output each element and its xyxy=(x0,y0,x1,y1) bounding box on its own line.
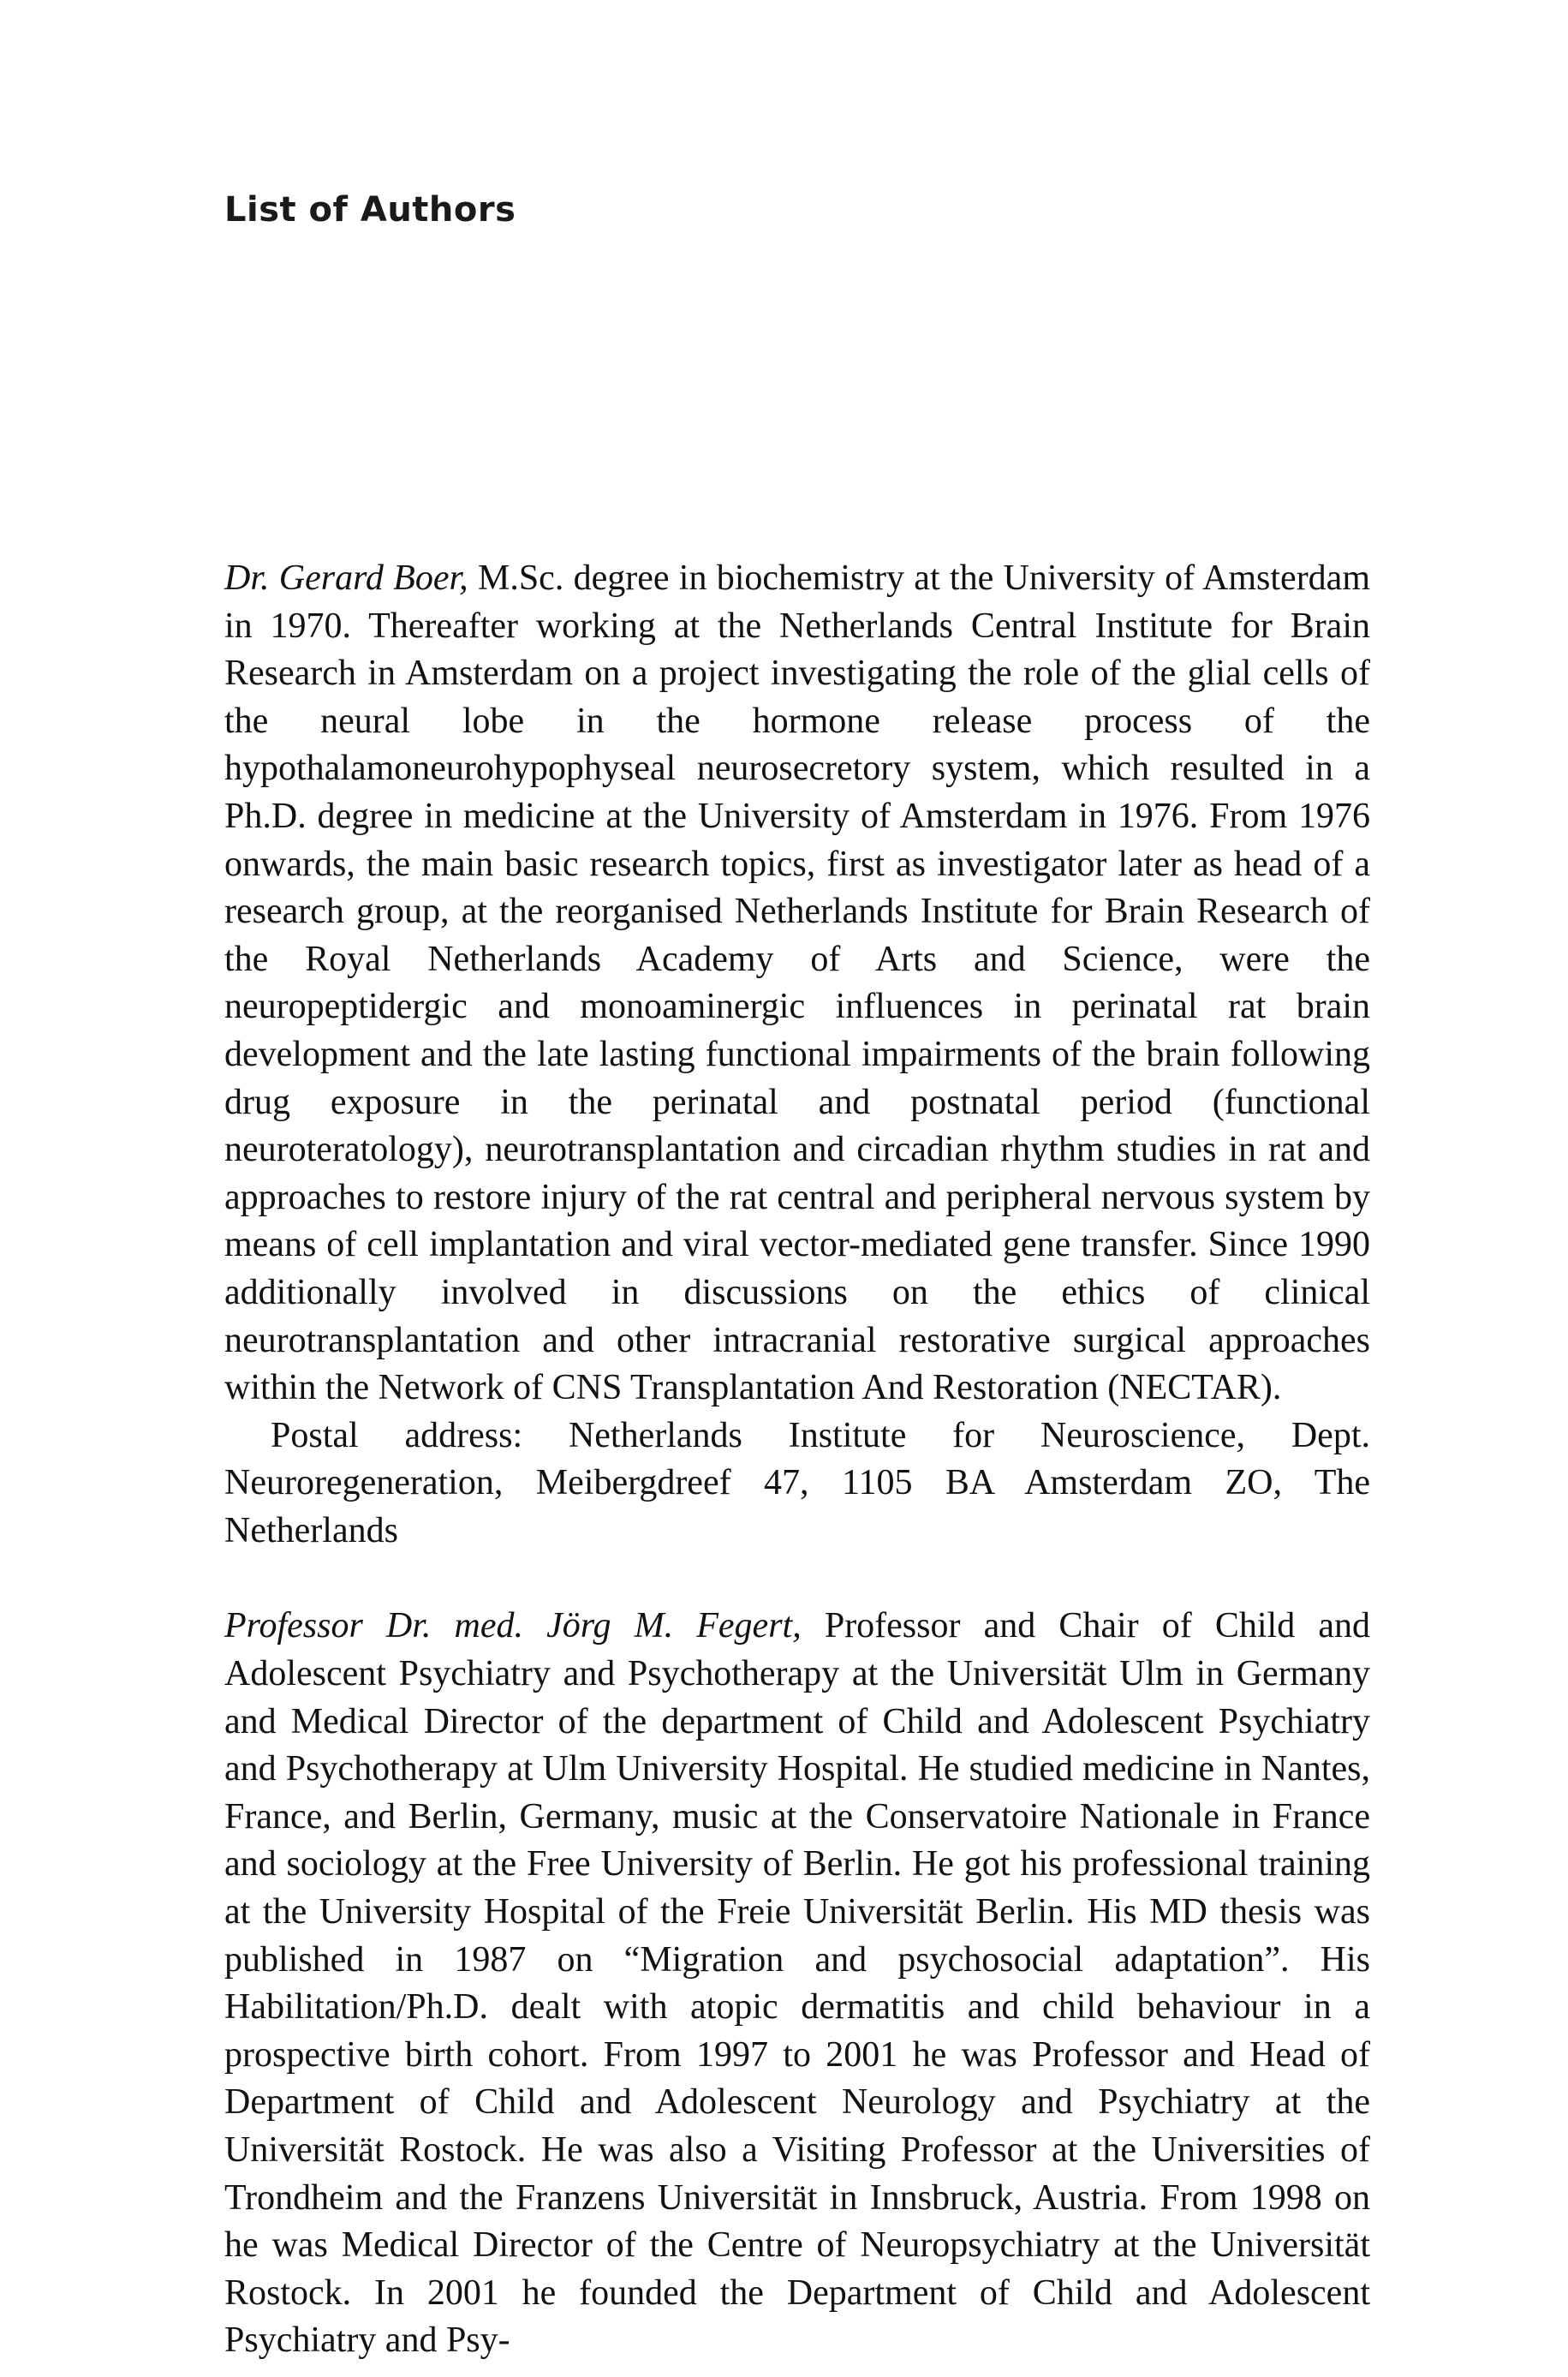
author-bio: Professor and Chair of Child and Adolescent Psychiatry and Psychotherapy at the Universität Ulm in Germany and Medical Director of the department of Child and Adolescent Psychiatry and Psychotherapy at Ulm University Hospital. He studied medicine in Nantes, France, and Berlin, Germany, music at the Conservatoire Nationale in France and sociology at the Free University of Berlin. He got his professional training at the University Hospital of the Freie Universität Berlin. His MD thesis was published in 1987 on “Migration and psychosocial adaptation”. His Habilitation/Ph.D. dealt with atopic dermatitis and child behaviour in a prospective birth cohort. From 1997 to 2001 he was Professor and Head of Department of Child and Adolescent Neurology and Psychiatry at the Universität Rostock. He was also a Visiting Professor at the Universities of Trondheim and the Franzens Universität in Innsbruck, Austria. From 1998 on he was Medical Director of the Centre of Neuropsychiatry at the Universität Rostock. In 2001 he founded the Department of Child and Adolescent Psychiatry and Psy- xyxy=(224,1606,1370,2361)
author-entry-boer xyxy=(224,555,1370,1555)
postal-address: Postal address: Netherlands Institute for Neuroscience, Dept. Neuroregeneration, Meibergdreef 47, 1105 BA Amsterdam ZO, The Netherlands xyxy=(224,1415,1370,1550)
author-list xyxy=(224,555,1370,2365)
author-entry-fegert xyxy=(224,1603,1370,2365)
author-name: Professor Dr. med. Jörg M. Fegert, xyxy=(224,1606,802,1646)
author-name: Dr. Gerard Boer, xyxy=(224,558,468,598)
author-bio-paragraph xyxy=(224,1603,1370,2365)
author-bio: M.Sc. degree in biochemistry at the University of Amsterdam in 1970. Thereafter working at the Netherlands Central Institute for Brain Research in Amsterdam on a project investigating the role of the glial cells of the neural lobe in the hormone release process of the hypothalamoneurohypophyseal neurosecretory system, which resulted in a Ph.D. degree in medicine at the University of Amsterdam in 1976. From 1976 onwards, the main basic research topics, first as investigator later as head of a research group, at the reorganised Netherlands Institute for Brain Research of the Royal Netherlands Academy of Arts and Science, were the neuropeptidergic and monoaminergic influences in perinatal rat brain development and the late lasting functional impairments of the brain following drug exposure in the perinatal and postnatal period (functional neuroteratology), neurotransplantation and circadian rhythm studies in rat and approaches to restore injury of the rat central and peripheral nervous system by means of cell implantation and viral vector-mediated gene transfer. Since 1990 additionally involved in discussions on the ethics of clinical neurotransplantation and other intracranial restorative surgical approaches within the Network of CNS Transplantation And Restoration (NECTAR). xyxy=(224,558,1370,1408)
author-bio-paragraph xyxy=(224,555,1370,1412)
page-title: List of Authors xyxy=(224,190,516,230)
